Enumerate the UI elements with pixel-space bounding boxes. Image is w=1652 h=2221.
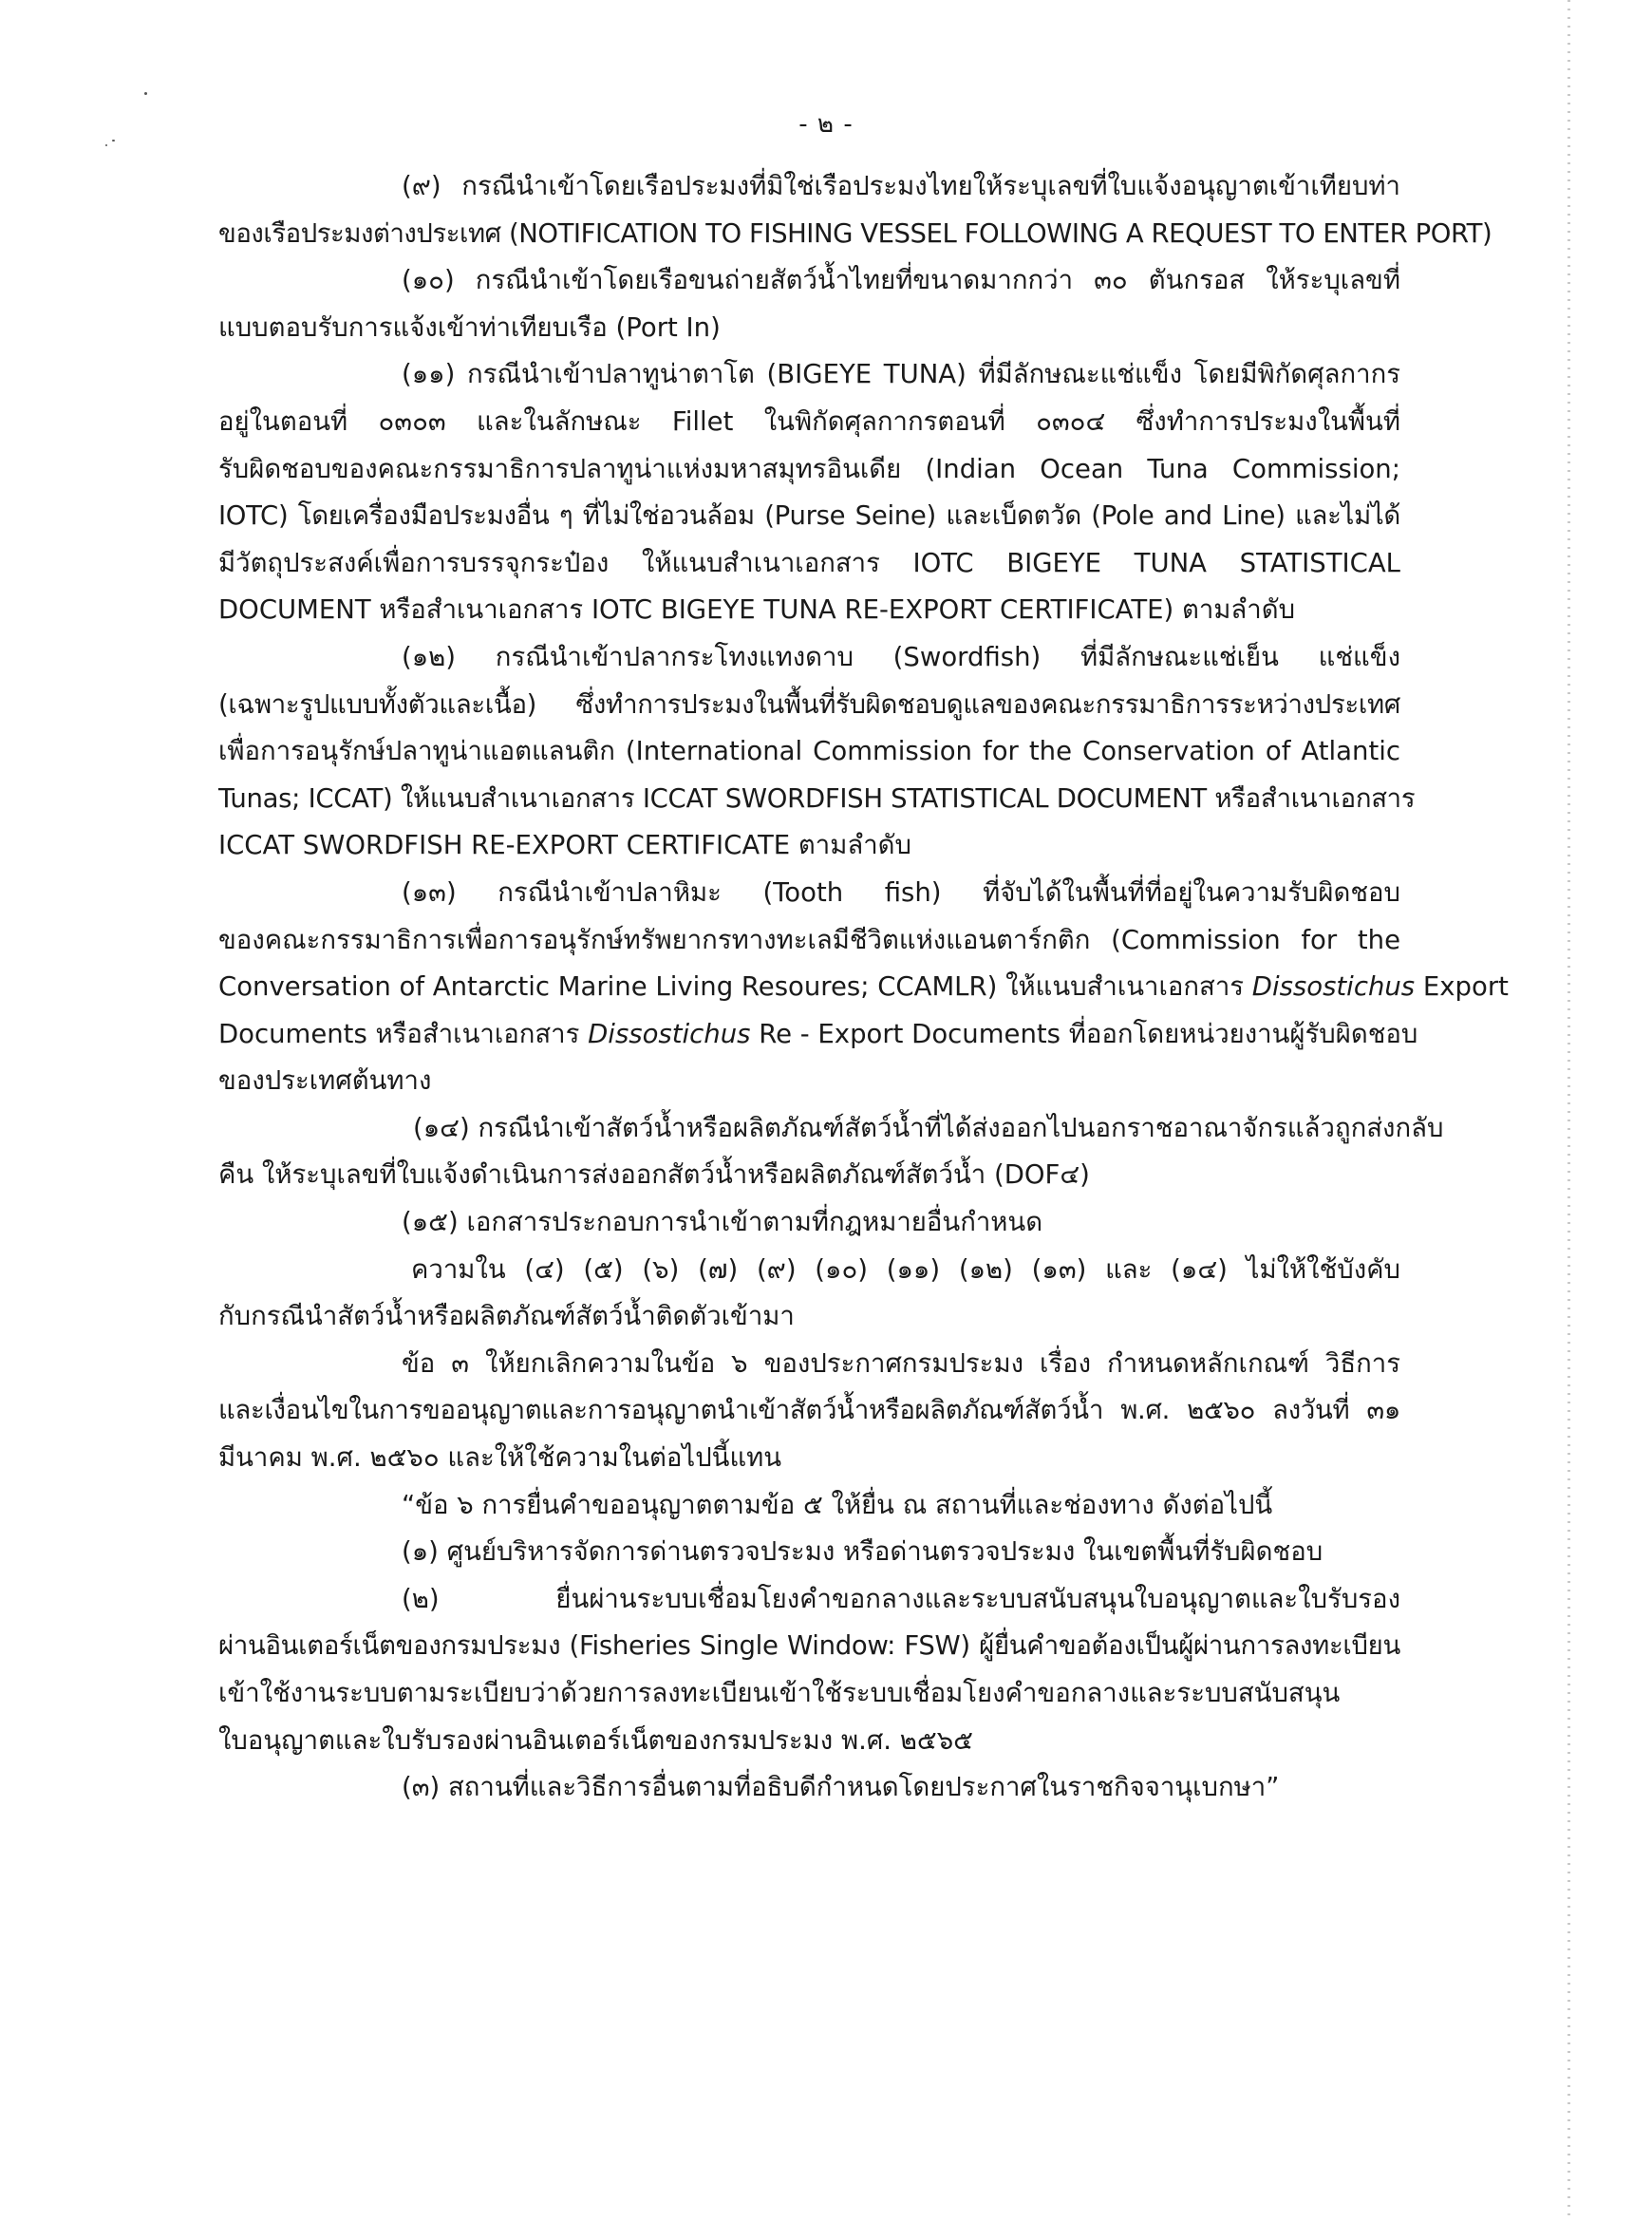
text-line: Tunas; ICCAT) ให้แนบสำเนาเอกสาร ICCAT SWORDFISH STATISTICAL DOCUMENT หรือสำเนาเอกสาร [218, 782, 1416, 814]
text-line: “ข้อ ๖ การยื่นคำขออนุญาตตามข้อ ๕ ให้ยื่น ณ สถานที่และช่องทาง ดังต่อไปนี้ [402, 1489, 1273, 1520]
paragraph-item-9 [218, 163, 1492, 257]
text-segment: Documents หรือสำเนาเอกสาร [218, 1018, 589, 1049]
text-line: ของเรือประมงต่างประเทศ (NOTIFICATION TO FISHING VESSEL FOLLOWING A REQUEST TO ENTER PORT) [218, 217, 1492, 249]
text-line: รับผิดชอบของคณะกรรมาธิการปลาทูน่าแห่งมหาสมุทรอินเดีย (Indian Ocean Tuna Commission; [218, 453, 1400, 484]
paragraph-clause-6-item-3 [218, 1764, 1400, 1812]
text-line: (๑๐) กรณีนำเข้าโดยเรือขนถ่ายสัตว์น้ำไทยที่ขนาดมากกว่า ๓๐ ตันกรอส ให้ระบุเลขที่ [402, 265, 1400, 296]
scan-speck [105, 144, 107, 146]
text-line [218, 1011, 1418, 1059]
text-line: กับกรณีนำสัตว์น้ำหรือผลิตภัณฑ์สัตว์น้ำติดตัวเข้ามา [218, 1301, 795, 1332]
text-line: (๑๔) กรณีนำเข้าสัตว์น้ำหรือผลิตภัณฑ์สัตว์น้ำที่ได้ส่งออกไปนอกราชอาณาจักรแล้วถูกส่งกลับ [413, 1112, 1444, 1143]
text-line: ความใน (๔) (๕) (๖) (๗) (๙) (๑๐) (๑๑) (๑๒) (๑๓) และ (๑๔) ไม่ให้ใช้บังคับ [411, 1253, 1400, 1285]
text-line: แบบตอบรับการแจ้งเข้าท่าเทียบเรือ (Port In) [218, 311, 721, 343]
text-line: อยู่ในตอนที่ ๐๓๐๓ และในลักษณะ Fillet ในพิกัดศุลกากรตอนที่ ๐๓๐๔ ซึ่งทำการประมงในพื้นที่ [218, 405, 1400, 437]
document-body [218, 163, 1509, 1812]
text-line: ข้อ ๓ ให้ยกเลิกความในข้อ ๖ ของประกาศกรมประมง เรื่อง กำหนดหลักเกณฑ์ วิธีการ [402, 1347, 1400, 1379]
text-line: ของคณะกรรมาธิการเพื่อการอนุรักษ์ทรัพยากรทางทะเลมีชีวิตแห่งแอนตาร์กติก (Commission for the [218, 924, 1400, 955]
paragraph-clause-6-item-2 [218, 1576, 1400, 1764]
scan-edge-artifact [1568, 0, 1570, 2221]
text-line: (เฉพาะรูปแบบทั้งตัวและเนื้อ) ซึ่งทำการประมงในพื้นที่รับผิดชอบดูแลของคณะกรรมาธิการระหว่างประเทศ [218, 688, 1400, 720]
paragraph-exemption [218, 1247, 1400, 1341]
paragraph-item-11 [218, 351, 1400, 634]
paragraph-item-13 [218, 870, 1509, 1105]
paragraph-item-14 [218, 1105, 1444, 1199]
text-segment: Re - Export Documents ที่ออกโดยหน่วยงานผู้รับผิดชอบ [750, 1018, 1418, 1049]
text-line: คืน ให้ระบุเลขที่ใบแจ้งดำเนินการส่งออกสัตว์น้ำหรือผลิตภัณฑ์สัตว์น้ำ (DOF๔) [218, 1159, 1090, 1191]
text-line: (๑๒) กรณีนำเข้าปลากระโทงแทงดาบ (Swordfish) ที่มีลักษณะแช่เย็น แช่แข็ง [402, 641, 1400, 672]
text-line: และเงื่อนไขในการขออนุญาตและการอนุญาตนำเข้าสัตว์น้ำหรือผลิตภัณฑ์สัตว์น้ำ พ.ศ. ๒๕๖๐ ลงวันที่ ๓๑ [218, 1395, 1400, 1426]
text-line: (๑๑) กรณีนำเข้าปลาทูน่าตาโต (BIGEYE TUNA) ที่มีลักษณะแช่แข็ง โดยมีพิกัดศุลกากร [402, 359, 1400, 390]
text-segment: Conversation of Antarctic Marine Living Resoures; CCAMLR) ให้แนบสำเนาเอกสาร [218, 971, 1252, 1003]
text-line: IOTC) โดยเครื่องมือประมงอื่น ๆ ที่ไม่ใช่อวนล้อม (Purse Seine) และเบ็ดตวัด (Pole and Line) และไม่ได้ [218, 500, 1400, 532]
text-line: (๑) ศูนย์บริหารจัดการด่านตรวจประมง หรือด่านตรวจประมง ในเขตพื้นที่รับผิดชอบ [402, 1536, 1323, 1568]
text-line: ของประเทศต้นทาง [218, 1065, 432, 1097]
text-line: ICCAT SWORDFISH RE-EXPORT CERTIFICATE ตามลำดับ [218, 830, 911, 861]
text-line: มีนาคม พ.ศ. ๒๕๖๐ และให้ใช้ความในต่อไปนี้แทน [218, 1442, 782, 1474]
text-line: (๑๕) เอกสารประกอบการนำเข้าตามที่กฎหมายอื่นกำหนด [402, 1207, 1043, 1238]
text-line: (๓) สถานที่และวิธีการอื่นตามที่อธิบดีกำหนดโดยประกาศในราชกิจจานุเบกษา” [402, 1772, 1280, 1803]
paragraph-item-15 [218, 1199, 1400, 1247]
page-number: - ๒ - [798, 110, 854, 139]
text-line: DOCUMENT หรือสำเนาเอกสาร IOTC BIGEYE TUNA RE-EXPORT CERTIFICATE) ตามลำดับ [218, 594, 1296, 626]
text-line: (๑๓) กรณีนำเข้าปลาหิมะ (Tooth fish) ที่จับได้ในพื้นที่ที่อยู่ในความรับผิดชอบ [402, 876, 1400, 908]
text-line: ผ่านอินเตอร์เน็ตของกรมประมง (Fisheries Single Window: FSW) ผู้ยื่นคำขอต้องเป็นผู้ผ่านการลงทะเบียน [218, 1630, 1400, 1662]
text-line: ใบอนุญาตและใบรับรองผ่านอินเตอร์เน็ตของกรมประมง พ.ศ. ๒๕๖๕ [218, 1724, 973, 1756]
text-segment: Export [1415, 971, 1509, 1003]
text-line: (๙) กรณีนำเข้าโดยเรือประมงที่มิใช่เรือประมงไทยให้ระบุเลขที่ใบแจ้งอนุญาตเข้าเทียบท่า [402, 171, 1400, 201]
paragraph-clause-3 [218, 1341, 1400, 1482]
text-line: เพื่อการอนุรักษ์ปลาทูน่าแอตแลนติก (International Commission for the Conservation of Atlantic [218, 736, 1400, 767]
text-line: (๒) ยื่นผ่านระบบเชื่อมโยงคำขอกลางและระบบสนับสนุนใบอนุญาตและใบรับรอง [402, 1583, 1400, 1614]
paragraph-item-10 [218, 257, 1400, 351]
paragraph-clause-6 [218, 1482, 1400, 1530]
paragraph-item-12 [218, 634, 1416, 870]
species-name: Dissostichus [1251, 971, 1416, 1003]
text-line: มีวัตถุประสงค์เพื่อการบรรจุกระป๋อง ให้แนบสำเนาเอกสาร IOTC BIGEYE TUNA STATISTICAL [218, 547, 1400, 578]
scan-speck [144, 92, 147, 95]
text-line: เข้าใช้งานระบบตามระเบียบว่าด้วยการลงทะเบียนเข้าใช้ระบบเชื่อมโยงคำขอกลางและระบบสนับสนุน [218, 1678, 1341, 1708]
text-line [218, 964, 1509, 1011]
species-name: Dissostichus [588, 1018, 751, 1049]
paragraph-clause-6-item-1 [218, 1529, 1400, 1576]
